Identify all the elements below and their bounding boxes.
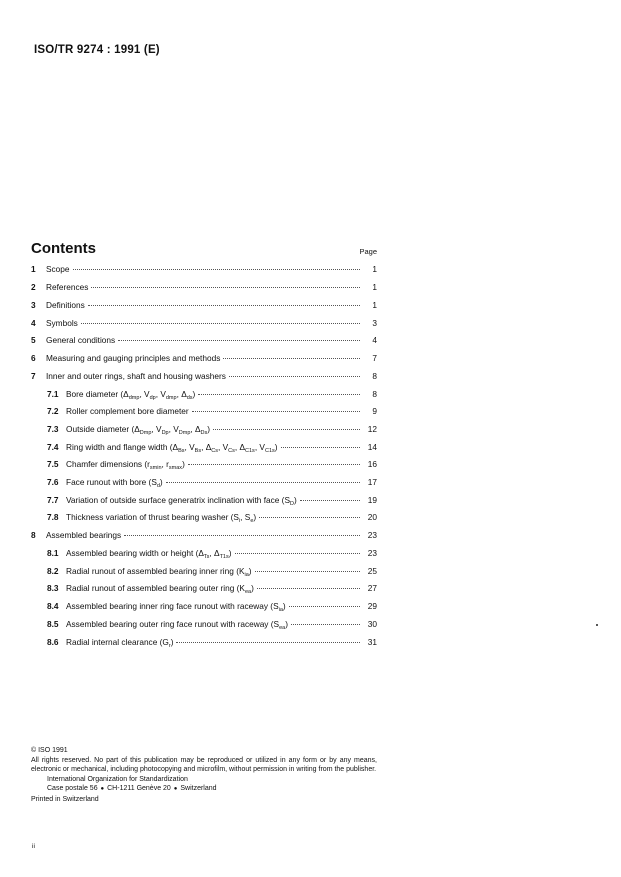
toc-page-number: 12: [367, 424, 377, 434]
toc-number: 7: [31, 371, 36, 381]
toc-number: 7.2: [47, 406, 59, 416]
toc-page-number: 23: [367, 548, 377, 558]
toc-number: 8.6: [47, 637, 59, 647]
toc-title: Symbols: [46, 318, 78, 328]
toc-page-number: 17: [367, 477, 377, 487]
toc-number: 8: [31, 530, 36, 540]
printed-in: Printed in Switzerland: [31, 795, 99, 803]
toc-title: Definitions: [46, 300, 85, 310]
toc-number: 8.2: [47, 566, 59, 576]
toc-subentry: [47, 476, 377, 488]
dot-leader: [73, 269, 360, 270]
toc-title: Assembled bearing width or height ($\Delta_{Ts}$, $\Delta_{T1s}$): [66, 548, 232, 560]
toc-subentry: [47, 441, 377, 453]
toc-title: Assembled bearing outer ring face runout with raceway $(S_{ea})$: [66, 619, 288, 631]
toc-entry: [31, 281, 377, 293]
toc-page-number: 14: [367, 442, 377, 452]
toc-page-number: 3: [372, 318, 377, 328]
address-city: CH-1211 Genève 20: [107, 785, 171, 792]
toc-page-number: 9: [372, 406, 377, 416]
publisher-address: [31, 775, 377, 795]
copyright-block: [31, 746, 377, 804]
toc-subentry: [47, 405, 377, 417]
copyright-line: © ISO 1991: [31, 747, 68, 754]
dot-leader: [188, 464, 360, 465]
toc-title: Thickness variation of thrust bearing washer ($S_i$, $S_e$): [66, 512, 257, 524]
toc-page-number: 1: [372, 264, 377, 274]
toc-title: Outside diameter ($\Delta_{Dmp}$, $V_{Dp}$, $V_{Dmp}$, $\Delta_{Ds}$): [66, 424, 211, 436]
toc-title: Radial internal clearance $(G_r)$: [66, 637, 174, 649]
toc-number: 5: [31, 335, 36, 345]
publisher-name: International Organization for Standardization: [47, 775, 188, 783]
toc-subentry: [47, 494, 377, 506]
page-column-label: Page: [359, 247, 377, 256]
toc-title: Ring width and flange width ($\Delta_{Bs}$, $V_{Bs}$, $\Delta_{Cs}$, $V_{Cs}$, $\Delta_{C1s}$, $V_{C1s}$): [66, 442, 278, 454]
dot-leader: [198, 394, 360, 395]
toc-page-number: 20: [367, 512, 377, 522]
dot-leader: [223, 358, 360, 359]
toc-page-number: 25: [367, 566, 377, 576]
dot-leader: [289, 606, 360, 607]
toc-subentry: [47, 388, 377, 400]
toc-number: 7.1: [47, 389, 59, 399]
toc-number: 7.7: [47, 495, 59, 505]
toc-page-number: 27: [367, 583, 377, 593]
toc-title: Measuring and gauging principles and methods: [46, 353, 221, 363]
toc-number: 4: [31, 318, 36, 328]
toc-title: Inner and outer rings, shaft and housing washers: [46, 371, 226, 381]
dot-leader: [81, 323, 360, 324]
toc-page-number: 7: [372, 353, 377, 363]
toc-entry: [31, 317, 377, 329]
toc-page-number: 29: [367, 601, 377, 611]
dot-leader: [118, 340, 360, 341]
toc-page-number: 31: [367, 637, 377, 647]
toc-subentry: [47, 458, 377, 470]
publisher-postal: [47, 784, 377, 795]
toc-number: 7.6: [47, 477, 59, 487]
toc-page-number: 30: [367, 619, 377, 629]
toc-subentry: [47, 618, 377, 630]
toc-title: References: [46, 282, 89, 292]
toc-subentry: [47, 547, 377, 559]
dot-leader: [176, 642, 360, 643]
address-box: Case postale 56: [47, 785, 98, 792]
toc-entry: [31, 529, 377, 541]
toc-subentry: [47, 582, 377, 594]
toc-title: Variation of outside surface generatrix inclination with face $(S_D)$: [66, 495, 297, 507]
address-country: Switzerland: [180, 785, 217, 792]
toc-entry: [31, 370, 377, 382]
dot-leader: [255, 571, 360, 572]
contents-heading: Contents: [31, 240, 96, 257]
toc-subentry: [47, 600, 377, 612]
page-number: ii: [32, 843, 35, 850]
toc-subentry: [47, 565, 377, 577]
toc-number: 7.3: [47, 424, 59, 434]
dot-leader: [213, 429, 360, 430]
toc-title: Face runout with bore $(S_d)$: [66, 477, 163, 489]
toc-title: Chamfer dimensions ($r_{smin}$, $r_{smax}$): [66, 459, 185, 471]
dot-leader: [229, 376, 360, 377]
toc-number: 7.4: [47, 442, 59, 452]
toc-number: 7.8: [47, 512, 59, 522]
toc-title: Bore diameter ($\Delta_{dmp}$, $V_{dp}$, $V_{dmp}$, $\Delta_{ds}$): [66, 389, 196, 401]
toc-number: 8.3: [47, 583, 59, 593]
toc-title: Assembled bearings: [46, 530, 122, 540]
dot-leader: [259, 517, 360, 518]
toc-number: 8.1: [47, 548, 59, 558]
toc-number: 1: [31, 264, 36, 274]
toc-entry: [31, 352, 377, 364]
toc-entry: [31, 299, 377, 311]
toc-number: 6: [31, 353, 36, 363]
toc-page-number: 19: [367, 495, 377, 505]
toc-number: 2: [31, 282, 36, 292]
document-identifier: ISO/TR 9274 : 1991 (E): [34, 44, 160, 56]
toc-title: Assembled bearing inner ring face runout with raceway $(S_{ia})$: [66, 601, 286, 613]
dot-leader: [257, 588, 360, 589]
toc-page-number: 1: [372, 300, 377, 310]
toc-title: Radial runout of assembled bearing outer ring $(K_{ea})$: [66, 583, 254, 595]
dot-leader: [281, 447, 360, 448]
toc-number: 3: [31, 300, 36, 310]
toc-subentry: [47, 511, 377, 523]
toc-number: 7.5: [47, 459, 59, 469]
toc-number: 8.5: [47, 619, 59, 629]
toc-subentry: [47, 636, 377, 648]
toc-title: Scope: [46, 264, 70, 274]
rights-notice: All rights reserved. No part of this publication may be reproduced or utilized in any form or by any means, electronic or mechanical, including photocopying and microfilm, without permission in writing from the publisher.: [31, 756, 377, 773]
toc-page-number: 8: [372, 371, 377, 381]
toc-title: Radial runout of assembled bearing inner ring $(K_{ia})$: [66, 566, 252, 578]
dot-leader: [291, 624, 360, 625]
toc-entry: [31, 263, 377, 275]
dot-leader: [192, 411, 360, 412]
dot-leader: [300, 500, 360, 501]
toc-subentry: [47, 423, 377, 435]
toc-page-number: 1: [372, 282, 377, 292]
toc-entry: [31, 334, 377, 346]
dot-leader: [235, 553, 361, 554]
dot-leader: [166, 482, 360, 483]
scan-speck: [596, 624, 598, 626]
toc-title: General conditions: [46, 335, 116, 345]
toc-page-number: 23: [367, 530, 377, 540]
toc-page-number: 4: [372, 335, 377, 345]
toc-title: Roller complement bore diameter: [66, 406, 189, 416]
toc-page-number: 8: [372, 389, 377, 399]
bullet-icon: ●: [173, 786, 178, 792]
dot-leader: [124, 535, 360, 536]
dot-leader: [88, 305, 360, 306]
toc-page-number: 16: [367, 459, 377, 469]
toc-number: 8.4: [47, 601, 59, 611]
bullet-icon: ●: [100, 786, 105, 792]
dot-leader: [91, 287, 360, 288]
